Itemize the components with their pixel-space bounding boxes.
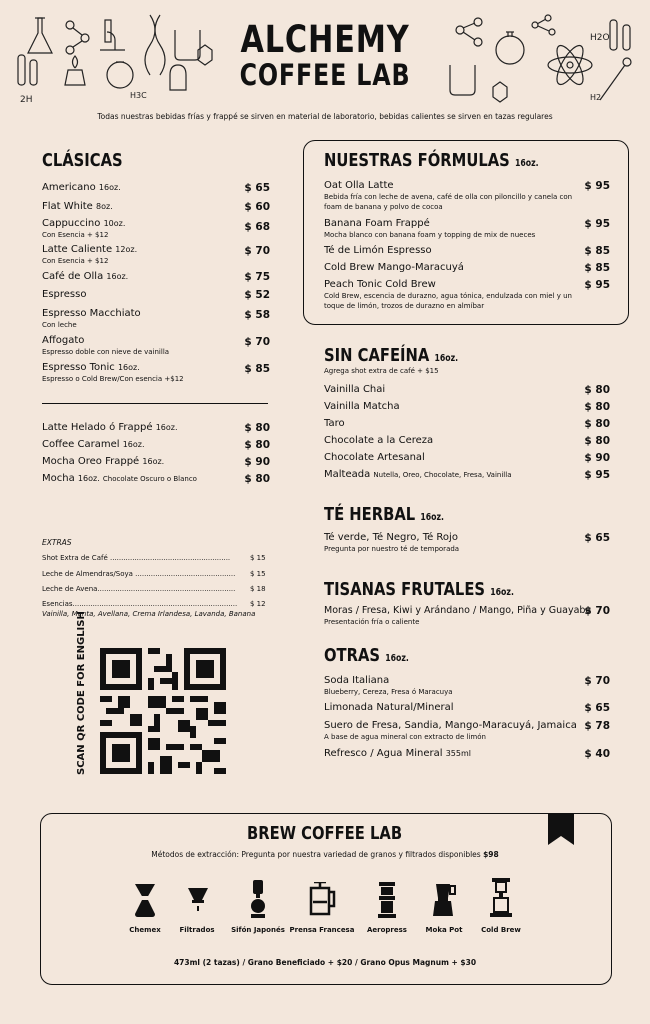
menu-item-price: $ 40 (584, 748, 610, 760)
menu-item-price: $ 70 (584, 605, 610, 617)
qr-code[interactable] (100, 648, 226, 774)
menu-item-price: $ 85 (584, 245, 610, 257)
menu-item-price: $ 68 (244, 221, 270, 233)
extra-price: $ 15 (250, 554, 266, 562)
section-formulas-title: NUESTRAS FÓRMULAS 16oz. (324, 150, 539, 171)
formula-doodle: H2 (590, 93, 602, 102)
menu-item-price: $ 95 (584, 218, 610, 230)
menu-item-price: $ 52 (244, 289, 270, 301)
menu-item: Latte Helado ó Frappé 16oz. (42, 422, 178, 433)
menu-item-price: $ 75 (244, 271, 270, 283)
menu-item: Mocha Oreo Frappé 16oz. (42, 456, 165, 467)
menu-item-price: $ 65 (584, 702, 610, 714)
brew-method-label: Chemex (129, 926, 161, 934)
menu-item-price: $ 80 (244, 473, 270, 485)
menu-item: Chocolate Artesanal (324, 452, 425, 463)
menu-item: Espresso Macchiato Con leche (42, 308, 141, 329)
menu-item-price: $ 78 (584, 720, 610, 732)
menu-item: Chocolate a la Cereza (324, 435, 434, 446)
chemex-icon (132, 882, 158, 918)
menu-item: Latte Caliente 12oz. Con Esencia + $12 (42, 244, 138, 265)
menu-item: Malteada Nutella, Oreo, Chocolate, Fresa, Vainilla (324, 469, 512, 480)
section-divider (42, 403, 268, 404)
menu-item-price: $ 85 (584, 262, 610, 274)
menu-item: Taro (324, 418, 345, 429)
menu-item: Banana Foam Frappé Mocha blanco con banana foam y topping de mix de nueces (324, 218, 536, 239)
extra-price: $ 15 (250, 570, 266, 578)
menu-item-price: $ 80 (244, 439, 270, 451)
menu-item: Americano 16oz. (42, 182, 121, 193)
menu-item: Suero de Fresa, Sandia, Mango-Maracuyá, Jamaica A base de agua mineral con extracto de limón (324, 720, 577, 741)
menu-item: Espresso Tonic 16oz. Espresso o Cold Brew/Con esencia +$12 (42, 362, 184, 383)
menu-item-price: $ 65 (244, 182, 270, 194)
section-tisanas-title: TISANAS FRUTALES 16oz. (324, 579, 514, 600)
menu-item-price: $ 80 (584, 384, 610, 396)
serving-note: Todas nuestras bebidas frías y frappé se sirven en material de laboratorio, bebidas calientes se sirven en tazas regulares (97, 112, 553, 121)
test-tube-icon (610, 20, 630, 50)
section-otras-title: OTRAS 16oz. (324, 645, 409, 666)
section-sincafeina-title: SIN CAFEÍNA 16oz. (324, 345, 459, 366)
menu-item: Coffee Caramel 16oz. (42, 439, 145, 450)
menu-item: Moras / Fresa, Kiwi y Arándano / Mango, Piña y Guayaba Presentación fría o caliente (324, 605, 592, 626)
menu-item-price: $ 90 (244, 456, 270, 468)
extra-item: Leche de Avena.............................................................. (42, 585, 236, 593)
menu-item: Café de Olla 16oz. (42, 271, 129, 282)
menu-item: Oat Olla Latte Bebida fría con leche de avena, café de olla con piloncillo y canela con foam de banana y polvo de cocoa (324, 180, 573, 211)
menu-item: Vainilla Chai (324, 384, 386, 395)
menu-item-price: $ 65 (584, 532, 610, 544)
menu-item-price: $ 95 (584, 180, 610, 192)
pipette-icon (600, 58, 631, 100)
menu-item: Cappuccino 10oz. Con Esencia + $12 (42, 218, 126, 239)
brand-title-line1: ALCHEMY (240, 18, 410, 61)
brew-method-label: Aeropress (367, 926, 407, 934)
menu-item: Té de Limón Espresso (324, 245, 432, 256)
menu-item: Refresco / Agua Mineral 355ml (324, 748, 471, 759)
brew-method-label: Moka Pot (425, 926, 463, 934)
menu-item: Cold Brew Mango-Maracuyá (324, 262, 464, 273)
sincafeina-note: Agrega shot extra de café + $15 (324, 367, 439, 375)
menu-item: Mocha 16oz. Chocolate Oscuro o Blanco (42, 473, 197, 484)
menu-item: Affogato Espresso doble con nieve de vainilla (42, 335, 170, 356)
brew-method-label: Cold Brew (481, 926, 521, 934)
brew-footer: 473ml (2 tazas) / Grano Beneficiado + $20 / Grano Opus Magnum + $30 (173, 958, 477, 967)
extras-title: EXTRAS (42, 538, 72, 547)
menu-item-price: $ 60 (244, 201, 270, 213)
flask-icon (28, 18, 52, 53)
brew-method-label: Prensa Francesa (289, 926, 355, 934)
menu-item-price: $ 80 (584, 435, 610, 447)
moka-pot-icon (430, 882, 458, 918)
menu-item: Soda Italiana Blueberry, Cereza, Fresa ó Maracuya (324, 675, 453, 696)
menu-item: Limonada Natural/Mineral (324, 702, 454, 713)
menu-item-price: $ 85 (244, 363, 270, 375)
menu-item-price: $ 70 (244, 245, 270, 257)
menu-item-price: $ 58 (244, 309, 270, 321)
menu-item-price: $ 80 (244, 422, 270, 434)
brew-method-label: Filtrados (179, 926, 215, 934)
formula-doodle: H2O (590, 33, 610, 43)
french-press-icon (308, 882, 336, 918)
brew-method-label: Sifón Japonés (231, 926, 285, 934)
brew-description: Métodos de extracción: Pregunta por nuestra variedad de granos y filtrados disponibles $98 (151, 850, 499, 859)
extra-price: $ 12 (250, 600, 266, 608)
esencias-list: Vainilla, Menta, Avellana, Crema Irlandesa, Lavanda, Banana (42, 610, 256, 618)
menu-item-price: $ 95 (584, 469, 610, 481)
aeropress-icon (378, 882, 396, 918)
test-tube-icon (18, 55, 37, 85)
brand-title-line2: COFFEE LAB (239, 58, 411, 92)
formula-doodle: 2H (20, 95, 33, 105)
extra-item: Leche de Almendras/Soya ............................................. (42, 570, 236, 578)
menu-item: Té verde, Té Negro, Té Rojo Pregunta por nuestro té de temporada (324, 532, 460, 553)
menu-item: Espresso (42, 289, 87, 300)
formula-doodle: H3C (130, 91, 147, 100)
menu-item: Flat White 8oz. (42, 201, 113, 212)
menu-item-price: $ 80 (584, 401, 610, 413)
brew-title: BREW COFFEE LAB (247, 823, 403, 844)
qr-label: SCAN QR CODE FOR ENGLISH (76, 611, 87, 775)
section-clasicas-title: CLÁSICAS (42, 150, 123, 171)
menu-item-price: $ 90 (584, 452, 610, 464)
menu-item: Peach Tonic Cold Brew Cold Brew, escencia de durazno, agua tónica, endulzada con miel y un toque de limón, trozos de durazno en almíbar (324, 279, 572, 310)
extra-price: $ 18 (250, 585, 266, 593)
menu-item-price: $ 70 (244, 336, 270, 348)
extra-item: Shot Extra de Café ...................................................... (42, 554, 231, 562)
extra-item: Esencias.......................................................................... (42, 600, 238, 608)
cold-brew-icon (490, 878, 512, 918)
filter-dripper-icon (186, 886, 210, 918)
menu-item-price: $ 95 (584, 279, 610, 291)
menu-item-price: $ 70 (584, 675, 610, 687)
menu-item-price: $ 80 (584, 418, 610, 430)
siphon-icon (248, 880, 268, 920)
menu-item: Vainilla Matcha (324, 401, 400, 412)
section-teherbal-title: TÉ HERBAL 16oz. (324, 504, 445, 525)
